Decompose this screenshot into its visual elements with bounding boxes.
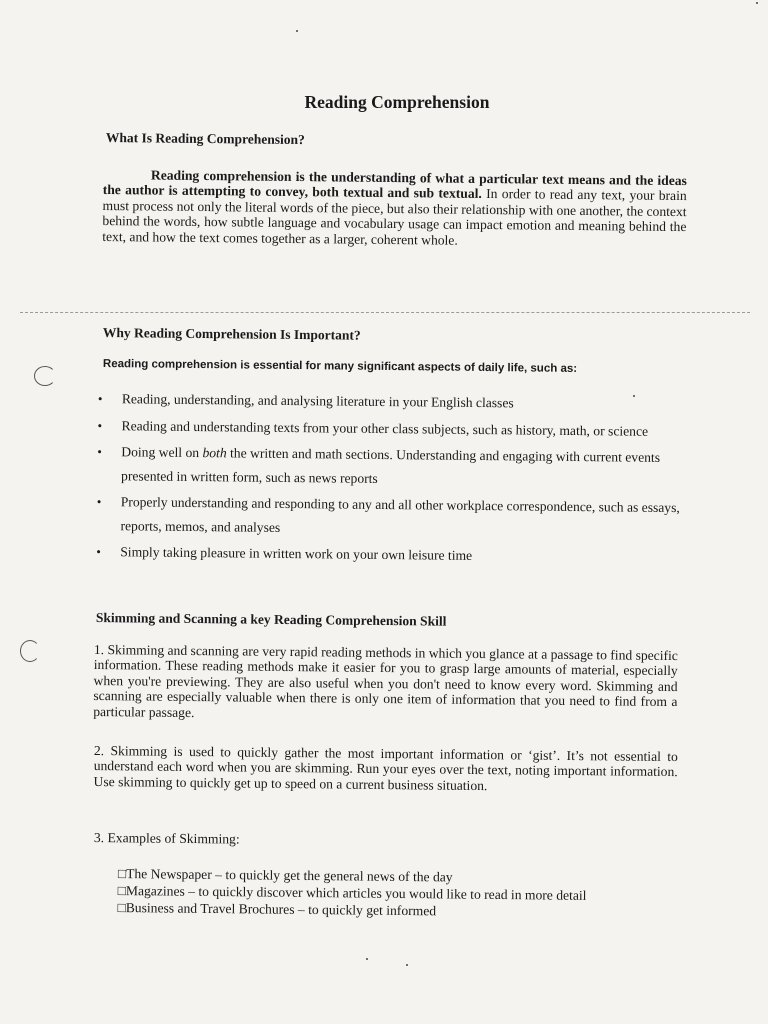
scan-speck [633, 395, 635, 397]
scan-speck [406, 964, 408, 966]
definition-bold-text: Reading comprehension is the understanding of what a particular text means and the ideas the author is attempting to convey, both textual and sub textual. [102, 167, 687, 202]
definition-text: In order to read any text, your brain must process not only the literal words of the piece, but also their relationship with one another, the context behind the words, how subtle language and vocabulary usage can impact emotion and meaning behind the text, and how the text comes together as a larger, coherent whole. [102, 186, 687, 248]
list-item: • Properly understanding and responding to any and all other workplace correspondence, such as essays, reports, memos, and analyses [94, 490, 684, 543]
scan-speck [366, 958, 368, 960]
section-heading-skimming: Skimming and Scanning a key Reading Comprehension Skill [95, 610, 447, 629]
skimming-examples-list [117, 865, 678, 922]
scan-speck [756, 2, 758, 4]
skimming-paragraph-3: 3. Examples of Skimming: [93, 830, 240, 847]
scan-divider-line [20, 312, 750, 313]
list-item: • Simply taking pleasure in written work on your own leisure time [94, 540, 684, 570]
section2-intro: Reading comprehension is essential for many significant aspects of daily life, such as: [102, 358, 578, 375]
list-item: □The Newspaper – to quickly get the general news of the day [117, 865, 453, 885]
list-item: • Reading, understanding, and analysing literature in your English classes [96, 387, 686, 417]
list-item: • Reading and understanding texts from your other class subjects, such as history, math, or science [95, 413, 685, 443]
importance-bullet-list [94, 387, 686, 573]
section1-paragraph [102, 167, 687, 250]
hole-punch-mark-icon [34, 366, 56, 386]
skimming-paragraph-2: 2. Skimming is used to quickly gather the most important information or ‘gist’. It’s not essential to understand each word when you are skimming. Run your eyes over the text, noting important information. Use skimming to quickly get up to speed on a current business situation. [93, 743, 678, 793]
list-item: □Business and Travel Brochures – to quickly get informed [117, 899, 437, 919]
section-heading-why-important: Why Reading Comprehension Is Important? [102, 325, 361, 343]
hole-punch-mark-icon [20, 640, 40, 662]
skimming-paragraph-1: 1. Skimming and scanning are very rapid reading methods in which you glance at a passage to find specific information. These reading methods make it easier for you to grasp large amounts of material, especially when you're previewing. They are also useful when you don't need to know every word. Skimming and scanning are especially valuable when there is only one item of information that you need to find from a particular passage. [93, 642, 678, 720]
section-heading-what-is: What Is Reading Comprehension? [105, 130, 305, 148]
emphasis-both: both [202, 445, 227, 461]
page-title: Reading Comprehension [304, 92, 490, 112]
list-item: • Doing well on both the written and math sections. Understanding and engaging with current events presented in written form, such as news reports [95, 440, 685, 493]
scan-speck [296, 30, 298, 32]
list-item: □Magazines – to quickly discover which articles you would like to read in more detail [117, 882, 587, 903]
paragraph-indent [103, 179, 151, 180]
